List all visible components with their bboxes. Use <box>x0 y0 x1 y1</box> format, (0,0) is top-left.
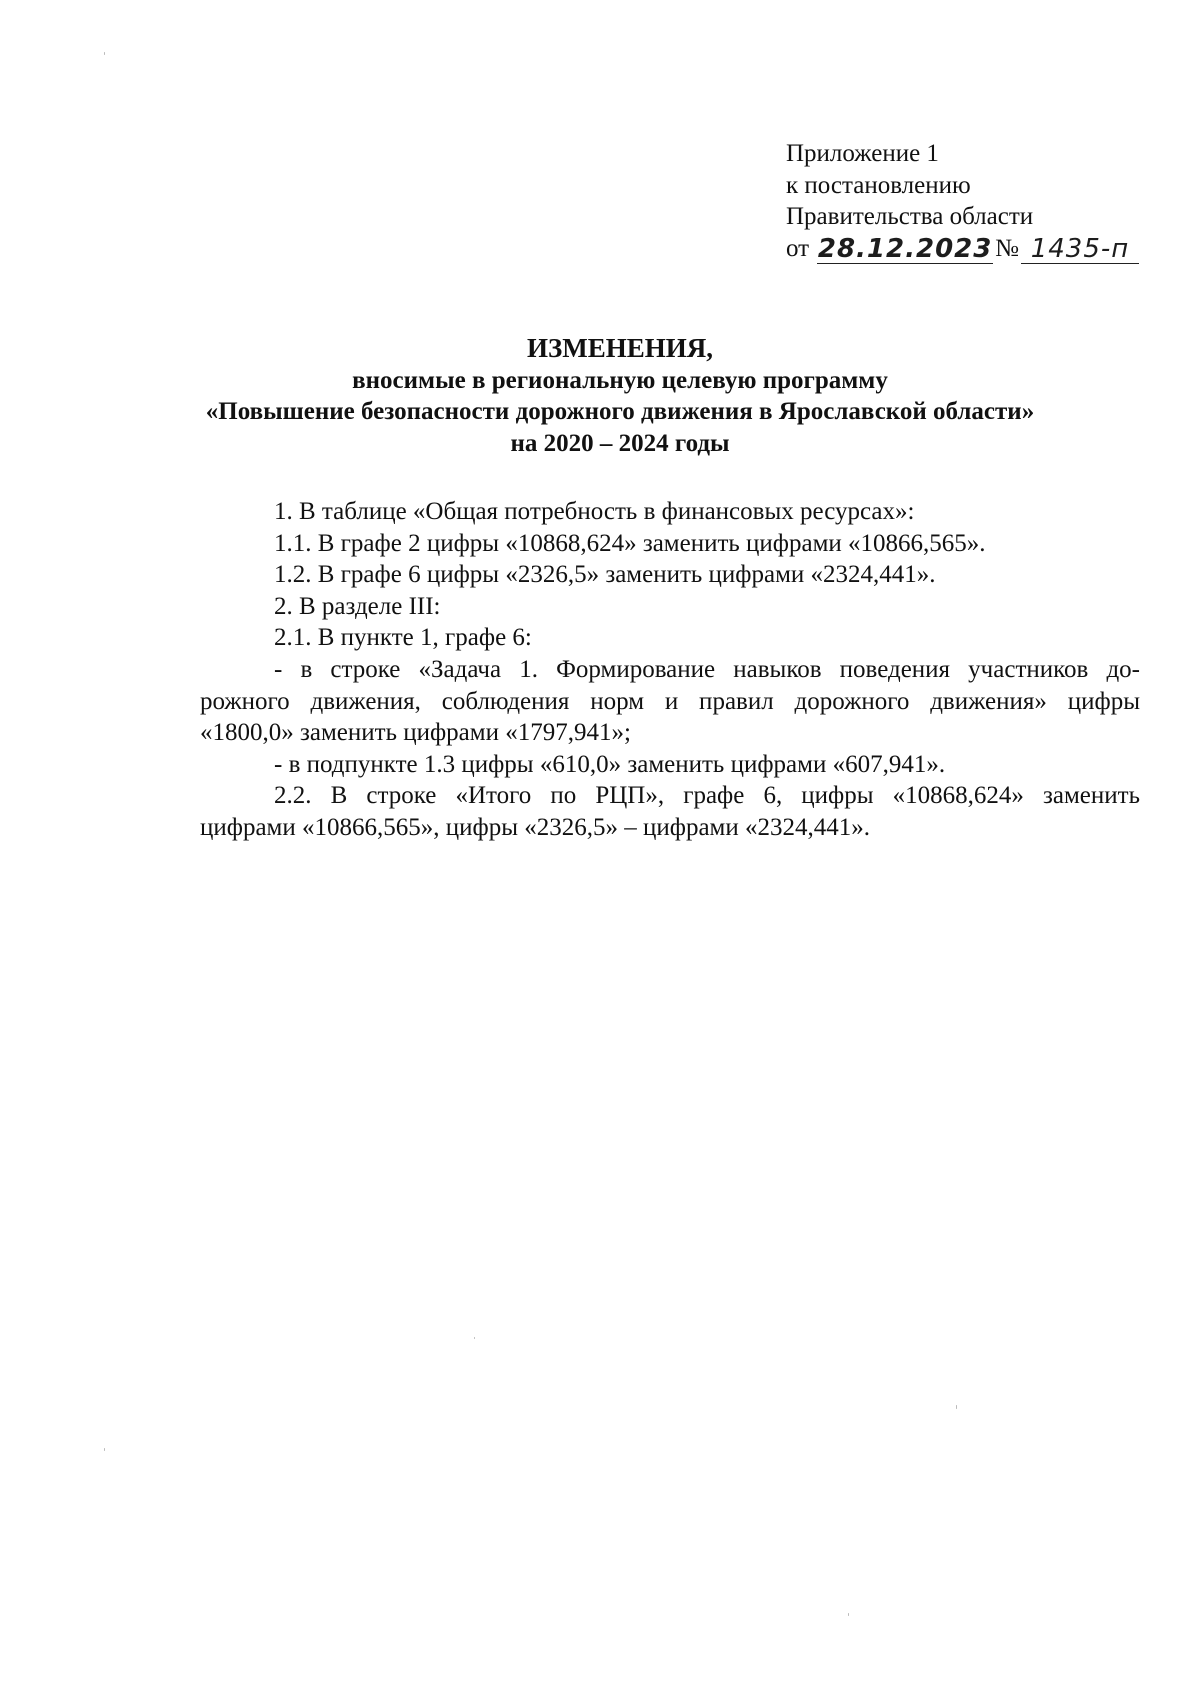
date-prefix: от <box>786 234 810 262</box>
item-2-1-a-line-1: - в строке «Задача 1. Формирование навыков поведения участников до- <box>274 655 1140 683</box>
item-2-1: 2.1. В пункте 1, графе 6: <box>274 624 532 652</box>
appendix-line-1: Приложение 1 <box>786 140 939 167</box>
handwritten-number: 1435-п <box>1021 235 1139 264</box>
title-subtitle-2: «Повышение безопасности дорожного движения в Ярославской области» <box>205 398 1035 425</box>
item-2-2-line-2: цифрами «10866,565», цифры «2326,5» – цифрами «2324,441». <box>200 813 871 841</box>
item-2-2-line-1: 2.2. В строке «Итого по РЦП», графе 6, цифры «10868,624» заменить <box>274 782 1140 810</box>
item-1-2: 1.2. В графе 6 цифры «2326,5» заменить цифрами «2324,441». <box>274 561 936 589</box>
scan-speck <box>848 1613 849 1616</box>
scan-speck <box>956 1405 957 1409</box>
document-title <box>180 333 1060 459</box>
item-2: 2. В разделе III: <box>274 592 441 620</box>
appendix-date-number-line <box>786 233 1146 265</box>
item-1-1: 1.1. В графе 2 цифры «10868,624» заменить цифрами «10866,565». <box>274 529 986 557</box>
handwritten-date: 28.12.2023 <box>817 234 993 264</box>
scan-speck <box>104 52 105 55</box>
item-2-1-a-line-2: рожного движения, соблюдения норм и правил дорожного движения» цифры <box>200 687 1140 715</box>
appendix-header <box>786 138 1146 264</box>
appendix-line-3: Правительства области <box>786 203 1034 230</box>
item-2-1-a-line-3: «1800,0» заменить цифрами «1797,941»; <box>200 719 631 747</box>
title-subtitle-1: вносимые в региональную целевую программу <box>352 366 888 394</box>
scan-speck <box>474 1337 475 1339</box>
scan-speck <box>104 1448 105 1451</box>
item-2-1-b: - в подпункте 1.3 цифры «610,0» заменить цифрами «607,941». <box>274 750 946 778</box>
document-body <box>200 496 1140 844</box>
number-sign: № <box>995 234 1019 262</box>
title-heading: ИЗМЕНЕНИЯ, <box>526 333 713 363</box>
item-1: 1. В таблице «Общая потребность в финансовых ресурсах»: <box>274 498 915 525</box>
title-subtitle-3: на 2020 – 2024 годы <box>510 429 730 457</box>
appendix-line-2: к постановлению <box>786 171 971 199</box>
